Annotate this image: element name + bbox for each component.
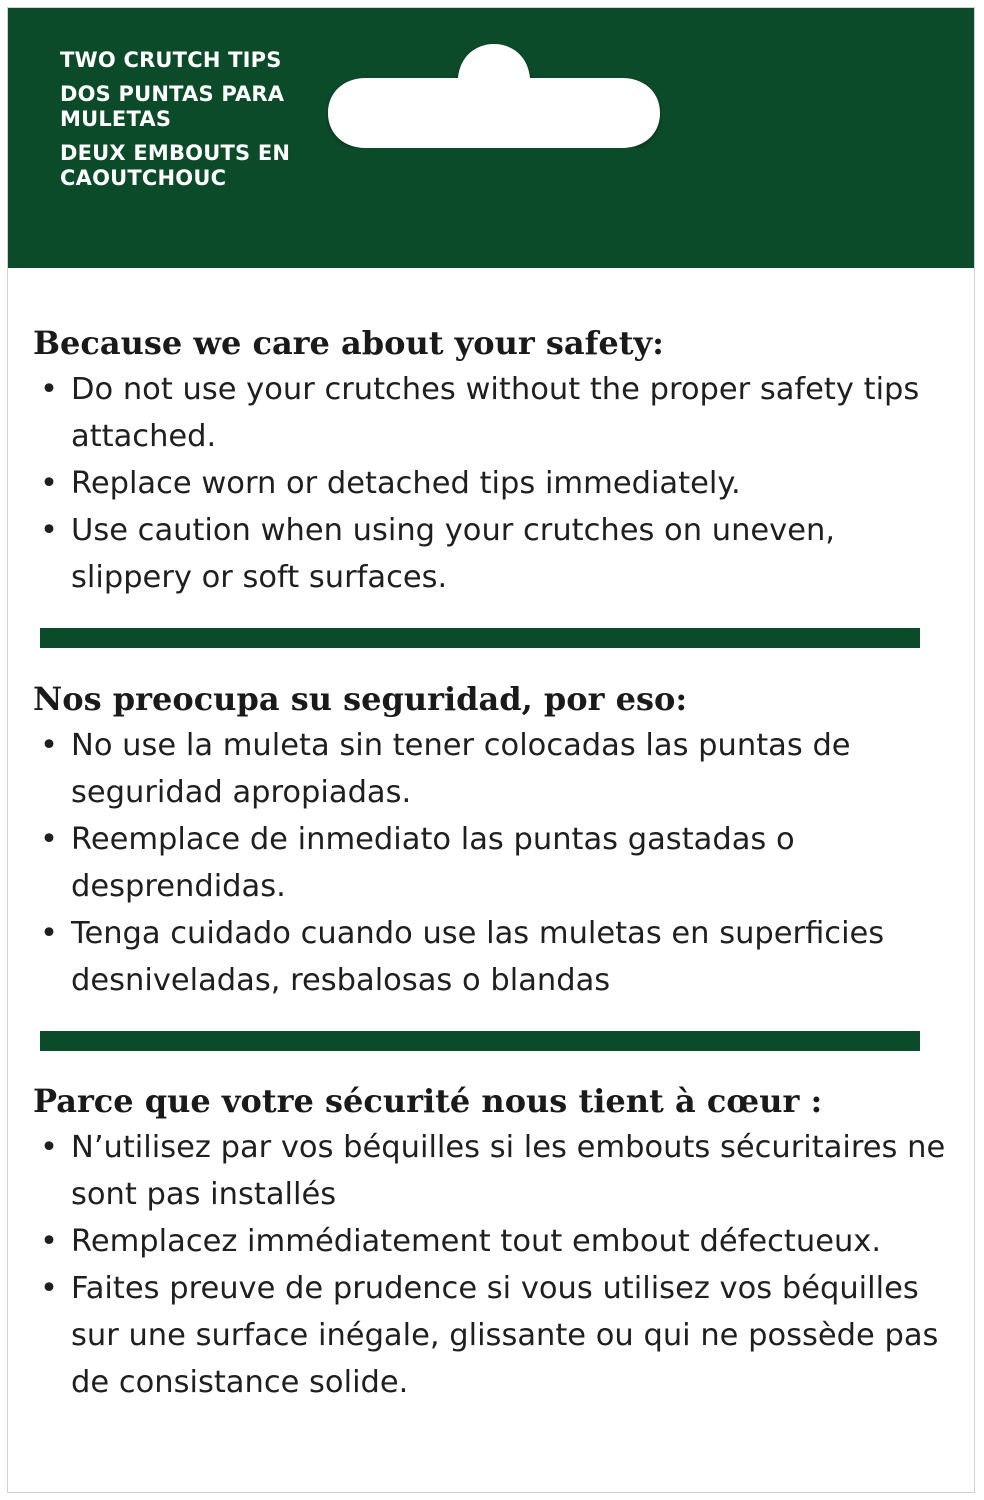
section-heading-spanish: Nos preocupa su seguridad, por eso: [33,680,688,718]
list-item-text: Faites preuve de prudence si vous utilisez vos béquilles sur une surface inégale, glissante ou qui ne possède pas de consistance solide. [71,1271,939,1400]
list-item-text: N’utilisez par vos béquilles si les embouts sécuritaires ne sont pas installés [71,1130,946,1212]
product-title-french: DEUX EMBOUTS EN CAOUTCHOUC [60,141,291,190]
list-item [33,1265,948,1406]
list-item-text: Reemplace de inmediato las puntas gastadas o desprendidas. [71,822,795,904]
bullet-list-french [33,1124,948,1406]
list-item [33,366,948,460]
list-item [33,1124,948,1218]
list-item-text: Do not use your crutches without the proper safety tips attached. [71,372,920,454]
section-heading-english: Because we care about your safety: [33,324,664,362]
section-heading-french: Parce que votre sécurité nous tient à cœur : [33,1082,823,1120]
product-title-english: TWO CRUTCH TIPS [60,48,282,72]
bullet-icon: • [40,1271,58,1306]
list-item [33,910,948,1004]
list-item [33,1218,948,1265]
list-item-text: Use caution when using your crutches on uneven, slippery or soft surfaces. [71,513,836,595]
list-item [33,816,948,910]
list-item-text: Remplacez immédiatement tout embout défectueux. [71,1224,882,1259]
section-english [33,320,948,601]
list-item-text: Tenga cuidado cuando use las muletas en superficies desniveladas, resbalosas o blandas [71,916,885,998]
product-title-spanish: DOS PUNTAS PARA MULETAS [60,82,285,131]
safety-instructions [33,320,948,1406]
bullet-icon: • [40,822,58,857]
product-titles [60,48,320,200]
section-divider [40,628,920,648]
bullet-icon: • [40,728,58,763]
list-item-text: No use la muleta sin tener colocadas las puntas de seguridad apropiadas. [71,728,851,810]
list-item [33,507,948,601]
package-header-band [8,8,974,268]
package-card [7,7,975,1493]
bullet-icon: • [40,466,58,501]
list-item-text: Replace worn or detached tips immediately. [71,466,741,501]
section-divider [40,1031,920,1051]
bullet-icon: • [40,372,58,407]
bullet-icon: • [40,1130,58,1165]
bullet-list-english [33,366,948,601]
list-item [33,722,948,816]
bullet-icon: • [40,1224,58,1259]
bullet-list-spanish [33,722,948,1004]
bullet-icon: • [40,513,58,548]
list-item [33,460,948,507]
section-french [33,1078,948,1406]
bullet-icon: • [40,916,58,951]
section-spanish [33,676,948,1004]
hang-hole-cutout-icon [326,40,662,148]
